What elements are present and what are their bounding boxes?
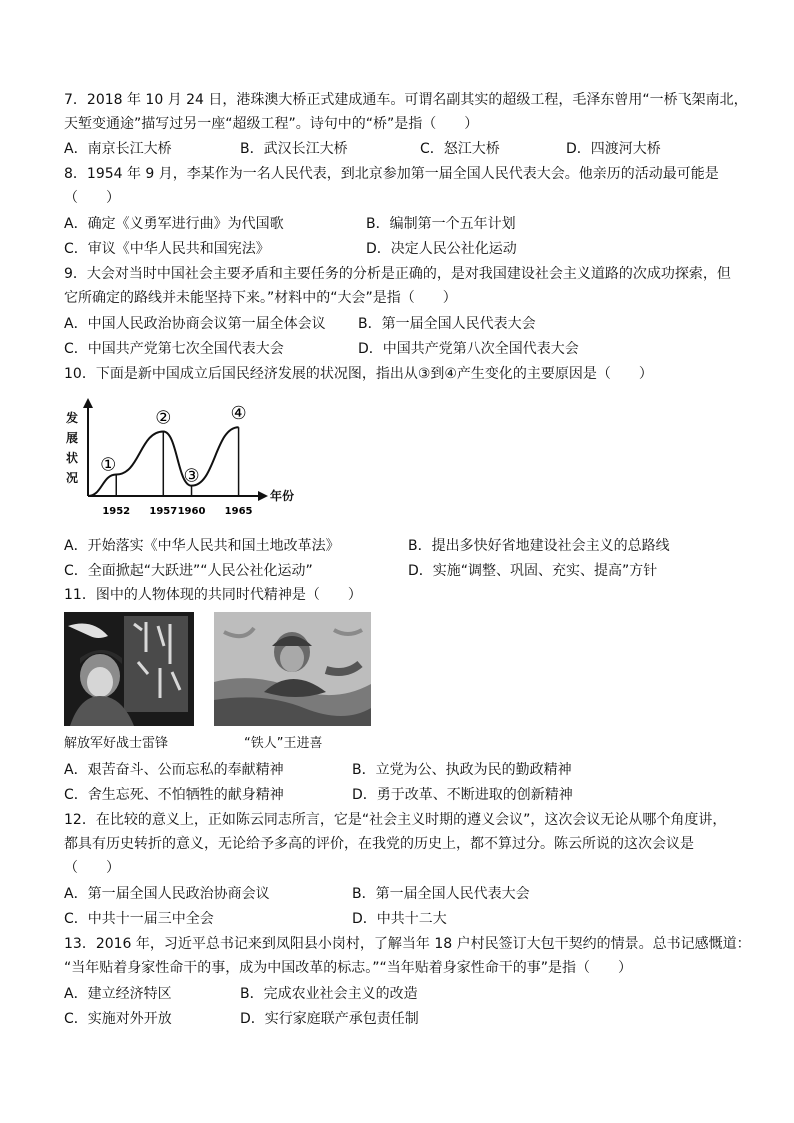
chart-point-marker: ④ [230, 403, 247, 425]
q8-option-b[interactable]: B．编制第一个五年计划 [366, 216, 516, 232]
q9-option-d[interactable]: D．中国共产党第八次全国代表大会 [358, 341, 579, 357]
q12-option-a[interactable]: A．第一届全国人民政治协商会议 [64, 886, 270, 902]
q11-option-d[interactable]: D．勇于改革、不断进取的创新精神 [352, 787, 573, 803]
q9-option-c[interactable]: C．中国共产党第七次全国代表大会 [64, 341, 284, 357]
q12-option-c[interactable]: C．中共十一届三中全会 [64, 911, 214, 927]
q9-stem-line-2: 它所确定的路线并未能坚持下来。”材料中的“大会”是指（ ） [64, 290, 457, 306]
q9-stem-line-1: 9．大会对当时中国社会主要矛盾和主要任务的分析是正确的，是对我国建设社会主义道路的次成功探索，但 [64, 266, 731, 282]
q13-stem-line-1: 13．2016 年，习近平总书记来到凤阳县小岗村，了解当年 18 户村民签订大包干契约的情景。总书记感慨道： [64, 936, 751, 952]
chart-point-marker: ③ [183, 465, 200, 487]
q7-stem-line-1: 7．2018 年 10 月 24 日，港珠澳大桥正式建成通车。可谓名副其实的超级工程，毛泽东曾用“一桥飞架南北， [64, 92, 748, 108]
chart-ylabel [65, 410, 78, 485]
chart-x-tick-label: 1965 [224, 506, 253, 517]
q10-option-a[interactable]: A．开始落实《中华人民共和国土地改革法》 [64, 538, 340, 554]
q13-stem-line-2: “当年贴着身家性命干的事，成为中国改革的标志。”“当年贴着身家性命干的事”是指（ ） [64, 960, 633, 976]
q9-option-a[interactable]: A．中国人民政治协商会议第一届全体会议 [64, 316, 326, 332]
q11-option-c[interactable]: C．舍生忘死、不怕牺牲的献身精神 [64, 787, 284, 803]
photo2-caption: “铁人”王进喜 [244, 736, 323, 751]
economy-chart [62, 396, 312, 524]
chart-point-marker: ① [100, 454, 117, 476]
chart-ylabel-char: 状 [66, 451, 79, 465]
q12-option-b[interactable]: B．第一届全国人民代表大会 [352, 886, 530, 902]
chart-x-arrow [258, 491, 268, 501]
q11-option-a[interactable]: A．艰苦奋斗、公而忘私的奉献精神 [64, 762, 284, 778]
q13-option-b[interactable]: B．完成农业社会主义的改造 [240, 986, 418, 1002]
chart-point-marker: ② [155, 407, 172, 429]
chart-x-tick-label: 1952 [102, 506, 131, 517]
q11-stem-line-1: 11．图中的人物体现的共同时代精神是（ ） [64, 587, 362, 603]
chart-ylabel-char: 展 [66, 431, 79, 445]
q7-option-b[interactable]: B．武汉长江大桥 [240, 141, 348, 157]
q10-option-d[interactable]: D．实施“调整、巩固、充实、提高”方针 [408, 563, 658, 579]
lei-feng-photo [64, 612, 194, 726]
q10-stem-line-1: 10．下面是新中国成立后国民经济发展的状况图，指出从③到④产生变化的主要原因是（ ） [64, 366, 653, 382]
q7-stem-line-2: 天堑变通途”描写过另一座“超级工程”。诗句中的“桥”是指（ ） [64, 116, 479, 132]
q10-option-b[interactable]: B．提出多快好省地建设社会主义的总路线 [408, 538, 670, 554]
chart-y-arrow [83, 398, 93, 408]
q8-option-a[interactable]: A．确定《义勇军进行曲》为代国歌 [64, 216, 284, 232]
q12-stem-line-3: （ ） [64, 860, 120, 876]
q8-option-d[interactable]: D．决定人民公社化运动 [366, 241, 517, 257]
q13-option-d[interactable]: D．实行家庭联产承包责任制 [240, 1011, 419, 1027]
q7-option-d[interactable]: D．四渡河大桥 [566, 141, 661, 157]
chart-x-tick-label: 1960 [177, 506, 206, 517]
q10-option-c[interactable]: C．全面掀起“大跃进”“人民公社化运动” [64, 563, 313, 579]
chart-ylabel-char: 况 [66, 471, 79, 485]
q11-option-b[interactable]: B．立党为公、执政为民的勤政精神 [352, 762, 572, 778]
q13-option-a[interactable]: A．建立经济特区 [64, 986, 172, 1002]
q12-option-d[interactable]: D．中共十二大 [352, 911, 447, 927]
q12-stem-line-2: 都具有历史转折的意义，无论给予多高的评价，在我党的历史上，都不算过分。陈云所说的这次会议是 [64, 836, 694, 852]
q8-stem-line-1: 8．1954 年 9 月，李某作为一名人民代表，到北京参加第一届全国人民代表大会。他亲历的活动最可能是 [64, 166, 719, 182]
q8-stem-line-2: （ ） [64, 190, 120, 206]
chart-x-tick-label: 1957 [149, 506, 178, 517]
chart-xlabel: 年份 [270, 489, 295, 503]
q7-option-a[interactable]: A．南京长江大桥 [64, 141, 172, 157]
q12-stem-line-1: 12．在比较的意义上，正如陈云同志所言，它是“社会主义时期的遵义会议”，这次会议无论从哪个角度讲， [64, 812, 727, 828]
chart-ylabel-char: 发 [66, 411, 79, 425]
q8-option-c[interactable]: C．审议《中华人民共和国宪法》 [64, 241, 270, 257]
q7-option-c[interactable]: C．怒江大桥 [420, 141, 500, 157]
wang-jinxi-photo [214, 612, 371, 726]
photo1-caption: 解放军好战士雷锋 [64, 736, 169, 751]
q13-option-c[interactable]: C．实施对外开放 [64, 1011, 172, 1027]
q9-option-b[interactable]: B．第一届全国人民代表大会 [358, 316, 536, 332]
